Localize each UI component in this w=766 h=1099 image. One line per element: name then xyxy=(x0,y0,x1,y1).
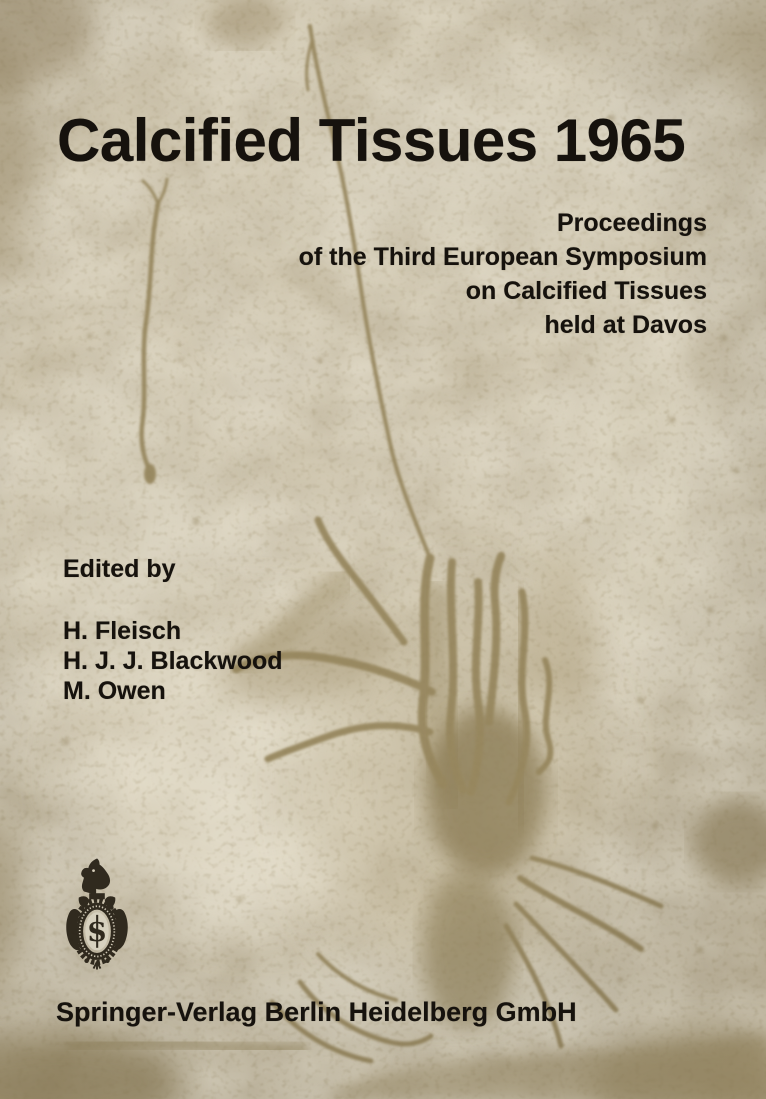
editor-name: H. Fleisch xyxy=(63,617,182,645)
subtitle-line: Proceedings xyxy=(556,209,707,237)
book-title: Calcified Tissues 1965 xyxy=(57,107,686,175)
publisher-imprint: Springer-Verlag Berlin Heidelberg GmbH xyxy=(56,997,577,1027)
edited-by-label: Edited by xyxy=(63,555,176,583)
logo-monogram: S xyxy=(87,917,107,948)
subtitle-line: on Calcified Tissues xyxy=(465,277,707,305)
subtitle-line: held at Davos xyxy=(544,311,707,339)
knight-horse-head xyxy=(81,859,110,895)
subtitle xyxy=(299,206,707,342)
editor-name: H. J. J. Blackwood xyxy=(63,647,283,675)
editor-name: M. Owen xyxy=(63,677,166,705)
editors-list xyxy=(63,616,283,706)
springer-logo-icon xyxy=(58,851,136,977)
subtitle-line: of the Third European Symposium xyxy=(298,243,707,271)
